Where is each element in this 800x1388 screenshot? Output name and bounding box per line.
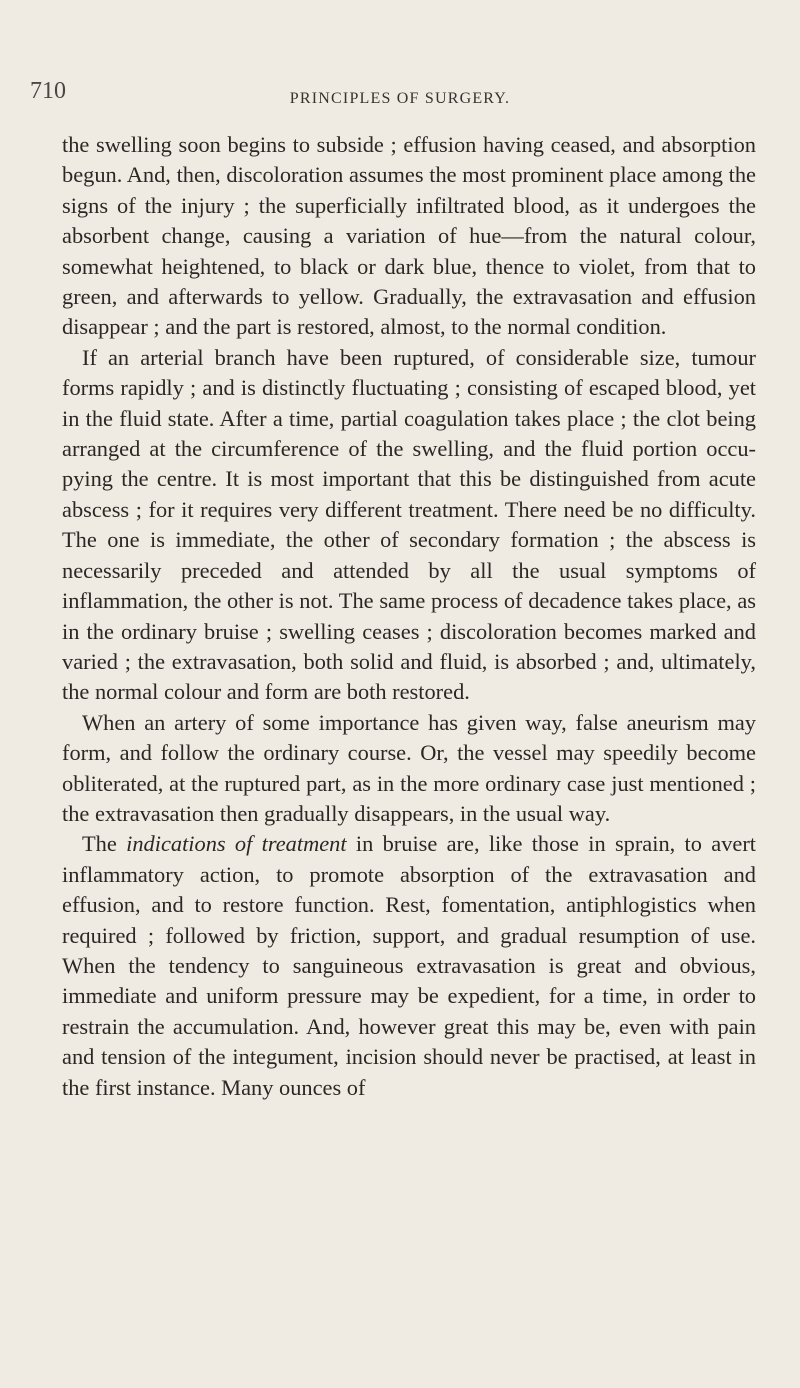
italic-phrase: indications of treatment (126, 831, 347, 857)
running-head: PRINCIPLES OF SURGERY. (289, 90, 511, 107)
paragraph: When an artery of some importance has given way, false aneurism may form, and follow the ordinary course. Or, the vessel may speedily become obliterated, at the ruptured part, as in the more ordinary case just mentioned ; the extravasation then gradually disappears, in the usual way. (62, 709, 756, 826)
page-number: 710 (30, 78, 66, 104)
body-text (62, 130, 756, 1103)
paragraph: If an arterial branch have been ruptured, of considerable size, tumour forms rapidly ; and is distinctly fluctuating ; consisting of escaped blood, yet in the fluid state. After a time, partial coagulation takes place ; the clot being arranged at the circumference of the swelling, and the fluid portion occupying the centre. It is most important that this be distinguished from acute abscess ; for it requires very different treatment. There need be no difficulty. The one is immediate, the other of secondary formation ; the abscess is necessarily preceded and attended by all the usual symptoms of inflammation, the other is not. The same process of decadence takes place, as in the ordinary bruise ; swelling ceases ; discoloration becomes marked and varied ; the extravasation, both solid and fluid, is absorbed ; and, ultimately, the normal colour and form are both restored. (62, 344, 756, 705)
page-header (30, 76, 770, 110)
paragraph (62, 829, 756, 1103)
paragraph-rest: in bruise are, like those in sprain, to avert inflammatory action, to promote absorption of the extravasation and effusion, and to restore function. Rest, fomentation, antiphlogistics when required ; followed by friction, support, and gradual resumption of use. When the tendency to sanguineous extravasation is great and obvious, immediate and uniform pressure may be expedient, for a time, in order to restrain the accumulation. And, however great this may be, even with pain and tension of the integument, incision should never be practised, at least in the first instance. Many ounces of (62, 831, 757, 1100)
paragraph-lead: The (82, 831, 127, 857)
paragraph: the swelling soon begins to subside ; effusion having ceased, and absorption begun. And, then, discoloration assumes the most prominent place among the signs of the injury ; the superficially infiltrated blood, as it undergoes the absorbent change, causing a variation of hue—from the natural colour, somewhat heightened, to black or dark blue, thence to violet, from that to green, and afterwards to yellow. Gradually, the extravasation and effusion disappear ; and the part is restored, almost, to the normal condition. (62, 132, 756, 340)
